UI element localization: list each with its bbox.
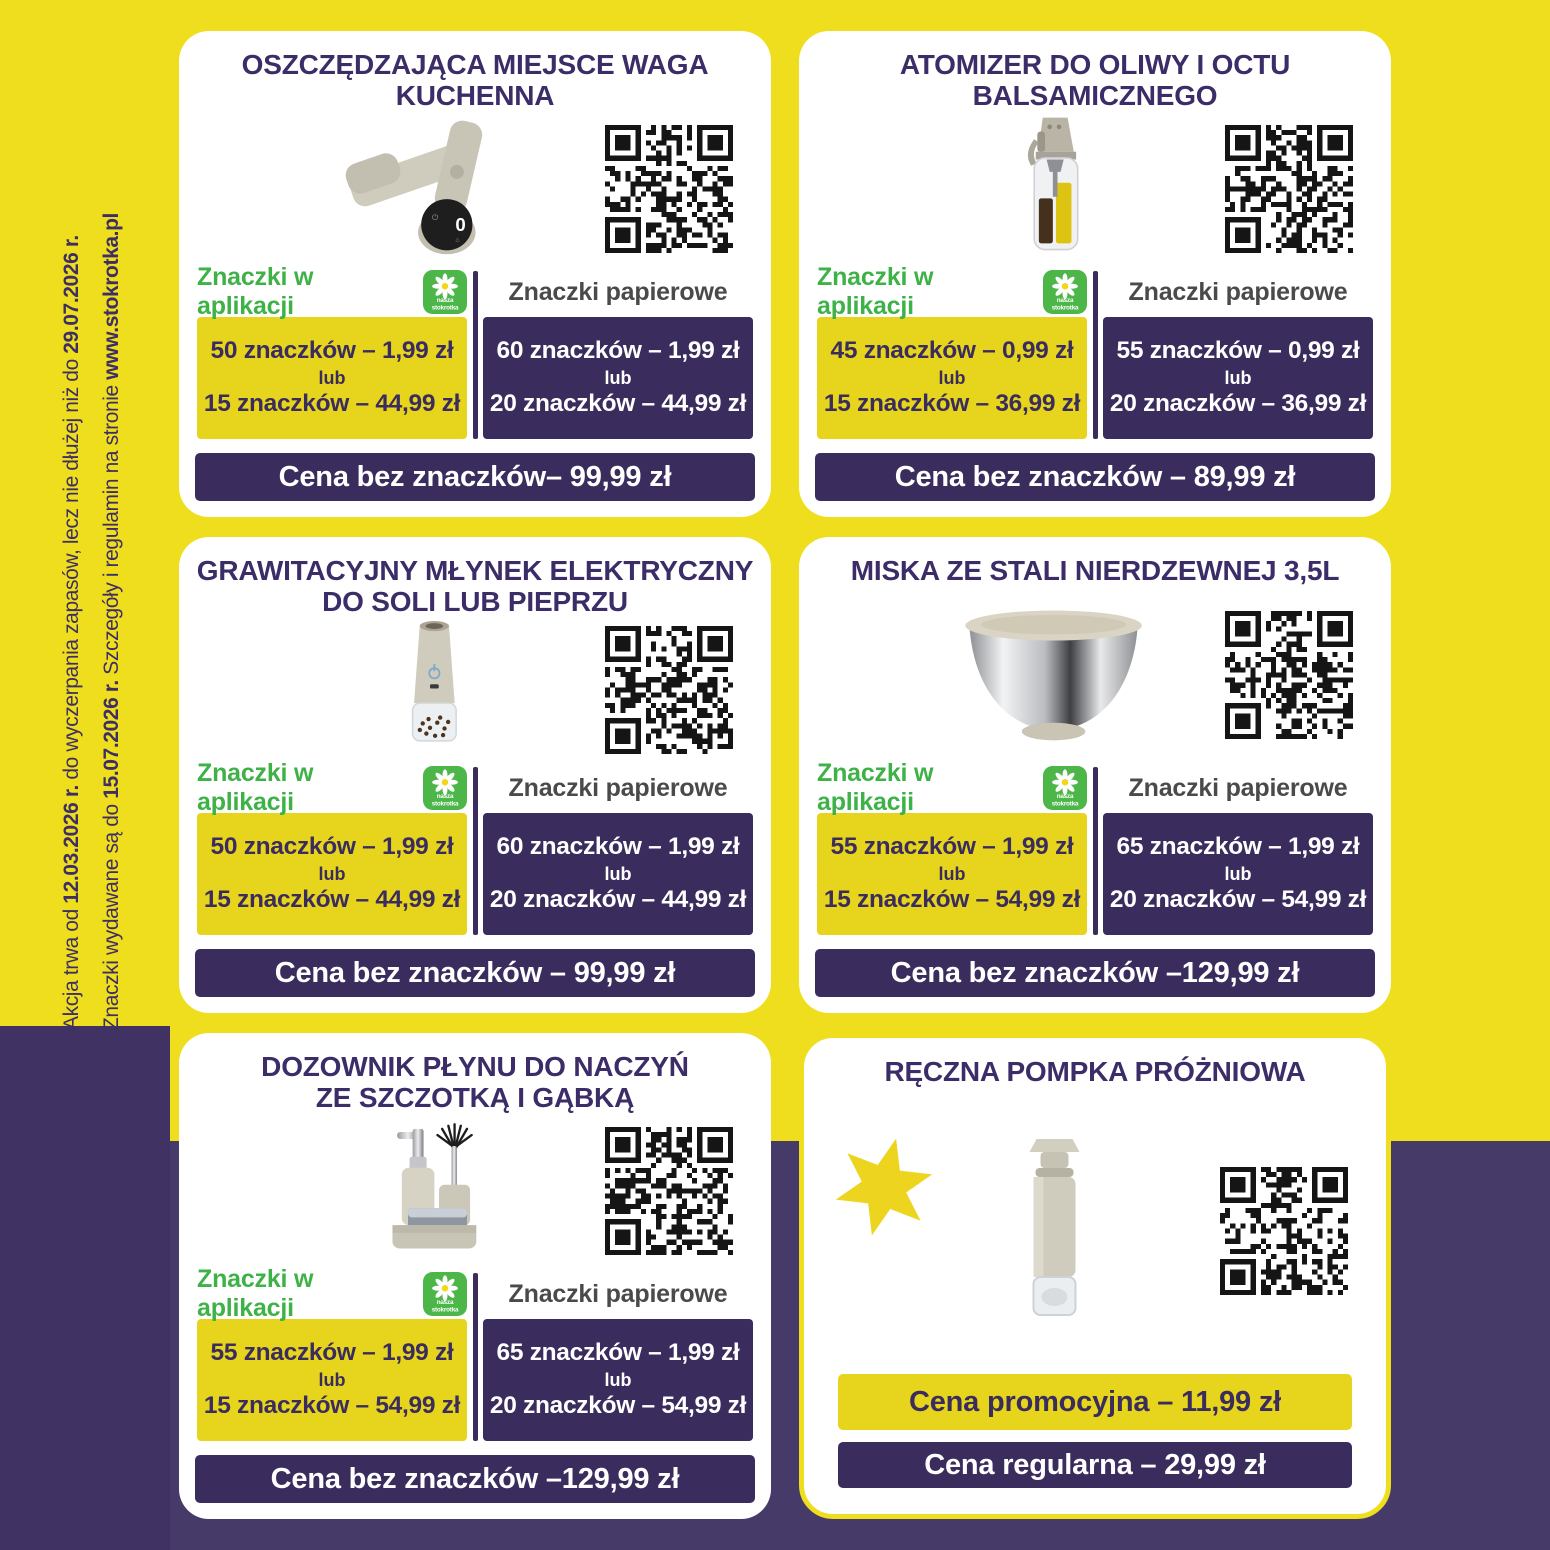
app-stamps-label: Znaczki w aplikacji <box>197 759 314 816</box>
product-card-electric-mill <box>179 537 771 1013</box>
nasza-stokrotka-app-icon <box>423 766 467 810</box>
promo-star-icon <box>832 1135 936 1239</box>
paper-price-box: 60 znaczków – 1,99 zł lub 20 znaczków – 44,99 zł <box>483 813 753 935</box>
product-title: MISKA ZE STALI NIERDZEWNEJ 3,5L <box>850 555 1340 586</box>
paper-stamps-label: Znaczki papierowe <box>508 1279 728 1308</box>
product-card-vacuum-pump <box>799 1033 1391 1519</box>
promo-terms-line-1: Akcja trwa od 12.03.2026 r. do wyczerpania zapasów, lecz nie dłużej niż do 29.07.2026 r. <box>60 235 83 1030</box>
paper-price-box: 55 znaczków – 0,99 zł lub 20 znaczków – 36,99 zł <box>1103 317 1373 439</box>
svg-text:nasza: nasza <box>1056 297 1074 305</box>
svg-text:stokrotka: stokrotka <box>431 800 459 808</box>
app-price-box: 55 znaczków – 1,99 zł lub 15 znaczków – 54,99 zł <box>817 813 1087 935</box>
soap-dispenser-image <box>316 1114 551 1269</box>
regular-price-bar: Cena regularna – 29,99 zł <box>838 1442 1352 1488</box>
product-card-steel-bowl <box>799 537 1391 1013</box>
app-stamps-label: Znaczki w aplikacji <box>817 759 934 816</box>
product-title: ATOMIZER DO OLIWY I OCTU BALSAMICZNEGO <box>899 49 1291 112</box>
electric-mill-image <box>316 618 551 763</box>
svg-text:stokrotka: stokrotka <box>1051 304 1079 312</box>
app-price-box: 45 znaczków – 0,99 zł lub 15 znaczków – 36,99 zł <box>817 317 1087 439</box>
nasza-stokrotka-app-icon <box>423 270 467 314</box>
product-title: OSZCZĘDZAJĄCA MIEJSCE WAGA KUCHENNA <box>241 49 709 112</box>
app-price-box: 55 znaczków – 1,99 zł lub 15 znaczków – 54,99 zł <box>197 1319 467 1441</box>
app-stamps-label: Znaczki w aplikacji <box>197 1265 314 1322</box>
svg-text:⏻: ⏻ <box>431 213 438 223</box>
price-columns-divider <box>1093 767 1098 935</box>
paper-price-box: 60 znaczków – 1,99 zł lub 20 znaczków – 44,99 zł <box>483 317 753 439</box>
app-stamps-label: Znaczki w aplikacji <box>817 263 934 320</box>
svg-text:stokrotka: stokrotka <box>1051 800 1079 808</box>
price-columns-divider <box>1093 271 1098 439</box>
svg-text:0: 0 <box>454 214 466 236</box>
qr-code <box>605 125 733 253</box>
svg-text:nasza: nasza <box>436 1299 454 1307</box>
qr-code <box>1225 125 1353 253</box>
sidebar-purple-background <box>0 1026 170 1550</box>
price-columns-divider <box>473 271 478 439</box>
app-price-box: 50 znaczków – 1,99 zł lub 15 znaczków – 44,99 zł <box>197 317 467 439</box>
svg-text:nasza: nasza <box>1056 793 1074 801</box>
nasza-stokrotka-app-icon <box>1043 270 1087 314</box>
product-title: GRAWITACYJNY MŁYNEK ELEKTRYCZNY DO SOLI LUB PIEPRZU <box>196 555 754 618</box>
svg-text:nasza: nasza <box>436 793 454 801</box>
product-card-oil-atomizer <box>799 31 1391 517</box>
promo-price-bar: Cena promocyjna – 11,99 zł <box>838 1374 1352 1430</box>
paper-stamps-label: Znaczki papierowe <box>508 277 728 306</box>
svg-text:stokrotka: stokrotka <box>431 1306 459 1314</box>
kitchen-scale-image <box>316 112 551 267</box>
price-without-stamps-bar: Cena bez znaczków –129,99 zł <box>195 1455 755 1503</box>
svg-text:stokrotka: stokrotka <box>431 304 459 312</box>
product-title: DOZOWNIK PŁYNU DO NACZYŃ ZE SZCZOTKĄ I GĄBKĄ <box>261 1051 689 1114</box>
paper-stamps-label: Znaczki papierowe <box>1128 277 1348 306</box>
nasza-stokrotka-app-icon <box>1043 766 1087 810</box>
qr-code <box>1220 1167 1348 1295</box>
app-price-box: 50 znaczków – 1,99 zł lub 15 znaczków – 44,99 zł <box>197 813 467 935</box>
product-card-kitchen-scale <box>179 31 771 517</box>
app-stamps-label: Znaczki w aplikacji <box>197 263 314 320</box>
nasza-stokrotka-app-icon <box>423 1272 467 1316</box>
vacuum-pump-image <box>937 1131 1172 1331</box>
svg-text:⌂: ⌂ <box>454 237 460 245</box>
qr-code <box>1225 611 1353 739</box>
price-columns-divider <box>473 767 478 935</box>
paper-stamps-label: Znaczki papierowe <box>1128 773 1348 802</box>
paper-price-box: 65 znaczków – 1,99 zł lub 20 znaczków – 54,99 zł <box>1103 813 1373 935</box>
price-without-stamps-bar: Cena bez znaczków– 99,99 zł <box>195 453 755 501</box>
svg-text:nasza: nasza <box>436 297 454 305</box>
price-without-stamps-bar: Cena bez znaczków – 89,99 zł <box>815 453 1375 501</box>
steel-bowl-image <box>936 586 1171 763</box>
product-card-soap-dispenser <box>179 1033 771 1519</box>
paper-price-box: 65 znaczków – 1,99 zł lub 20 znaczków – 54,99 zł <box>483 1319 753 1441</box>
price-without-stamps-bar: Cena bez znaczków – 99,99 zł <box>195 949 755 997</box>
price-without-stamps-bar: Cena bez znaczków –129,99 zł <box>815 949 1375 997</box>
product-title: RĘCZNA POMPKA PRÓŻNIOWA <box>884 1056 1306 1087</box>
qr-code <box>605 1127 733 1255</box>
oil-atomizer-image <box>936 112 1171 267</box>
paper-stamps-label: Znaczki papierowe <box>508 773 728 802</box>
price-columns-divider <box>473 1273 478 1441</box>
promo-terms-line-2: Znaczki wydawane są do 15.07.2026 r. Szczegóły i regulamin na stronie www.stokrotka.pl <box>100 213 123 1030</box>
qr-code <box>605 626 733 754</box>
